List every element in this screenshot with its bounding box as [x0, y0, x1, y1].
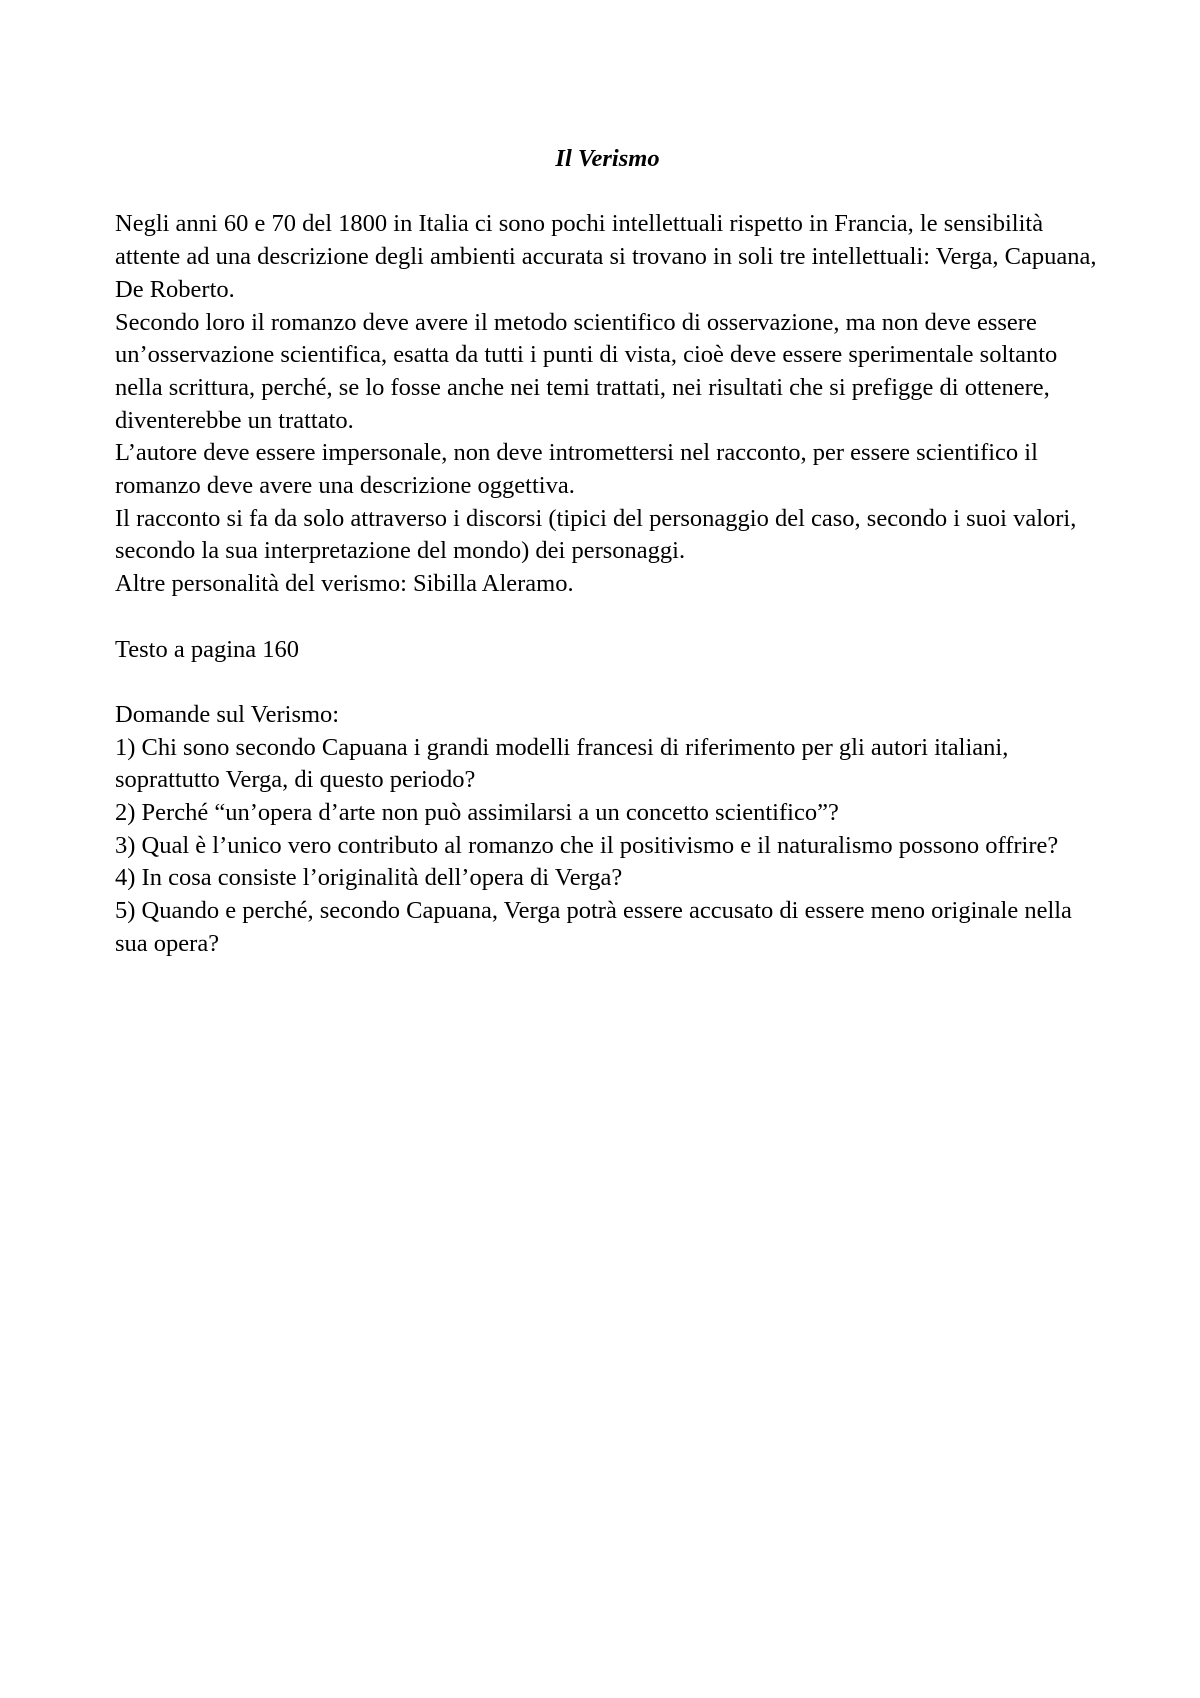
paragraph-intro: Negli anni 60 e 70 del 1800 in Italia ci sono pochi intellettuali rispetto in Francia, le sensibilità attente ad una descrizione degli ambienti accurata si trovano in soli tre intellettuali: Verga, Capuana, De Roberto.	[115, 210, 1097, 303]
spacer	[115, 601, 1100, 634]
paragraph-personalities: Altre personalità del verismo: Sibilla Aleramo.	[115, 570, 574, 598]
paragraph-method: Secondo loro il romanzo deve avere il metodo scientifico di osservazione, ma non deve essere un’osservazione scientifica, esatta da tutti i punti di vista, cioè deve essere sperimentale soltanto nella scrittura, perché, se lo fosse anche nei temi trattati, nei risultati che si prefigge di ottenere, diventerebbe un trattato.	[115, 308, 1058, 434]
question-item: 1) Chi sono secondo Capuana i grandi modelli francesi di riferimento per gli autori italiani, soprattutto Verga, di questo periodo?	[115, 733, 1009, 794]
spacer	[115, 666, 1100, 699]
document-body	[115, 143, 1100, 961]
document-title: Il Verismo	[555, 145, 660, 172]
paragraph-story: Il racconto si fa da solo attraverso i discorsi (tipici del personaggio del caso, secondo i suoi valori, secondo la sua interpretazione del mondo) dei personaggi.	[115, 504, 1077, 565]
question-item: 3) Qual è l’unico vero contributo al romanzo che il positivismo e il naturalismo possono offrire?	[115, 831, 1059, 859]
questions-heading: Domande sul Verismo:	[115, 700, 340, 728]
question-item: 5) Quando e perché, secondo Capuana, Verga potrà essere accusato di essere meno originale nella sua opera?	[115, 897, 1072, 957]
question-item: 4) In cosa consiste l’originalità dell’opera di Verga?	[115, 864, 623, 892]
questions-list	[115, 732, 1100, 961]
question-item: 2) Perché “un’opera d’arte non può assimilarsi a un concetto scientifico”?	[115, 799, 839, 827]
paragraph-author: L’autore deve essere impersonale, non deve intromettersi nel racconto, per essere scientifico il romanzo deve avere una descrizione oggettiva.	[115, 439, 1038, 500]
text-reference: Testo a pagina 160	[115, 635, 300, 663]
